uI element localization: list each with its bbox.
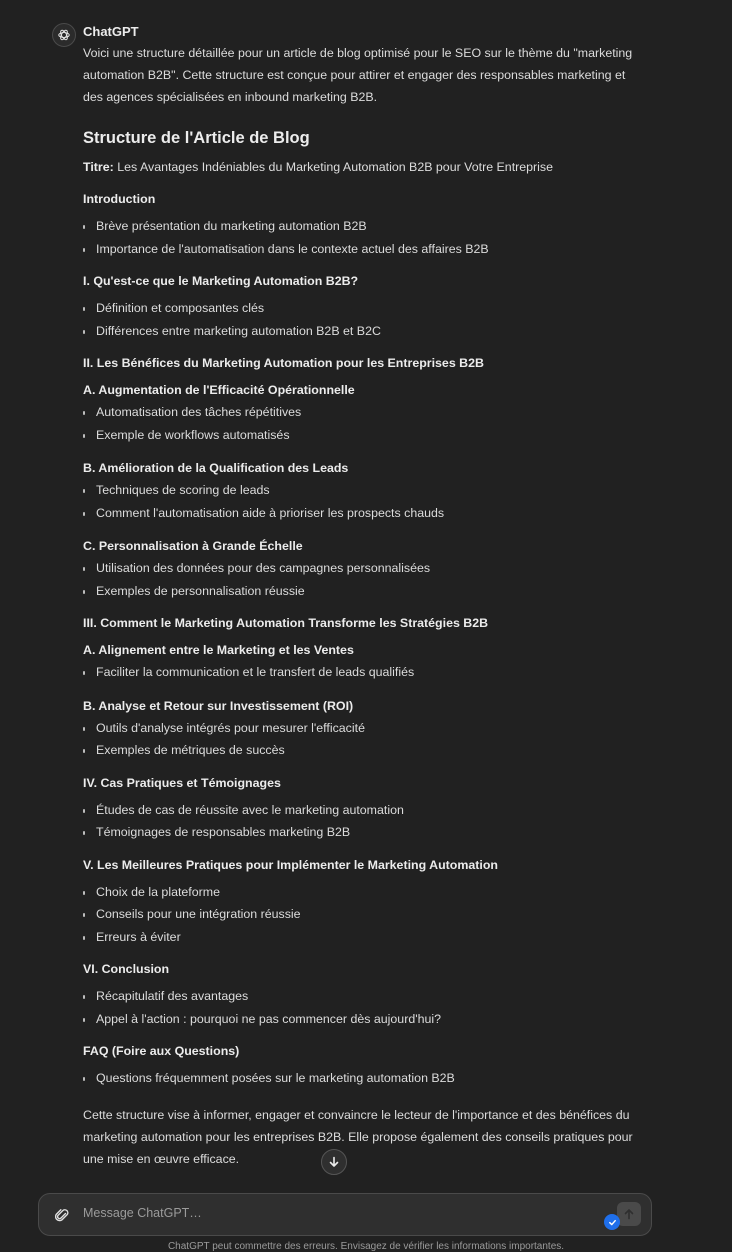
list-item: Différences entre marketing automation B2B et B2C xyxy=(83,320,643,343)
title-value: Les Avantages Indéniables du Marketing Automation B2B pour Votre Entreprise xyxy=(117,160,554,174)
arrow-down-icon xyxy=(328,1156,340,1168)
introduction-list xyxy=(83,215,643,260)
list-item: Témoignages de responsables marketing B2B xyxy=(83,821,643,844)
assistant-name: ChatGPT xyxy=(83,24,139,39)
section-1-list xyxy=(83,297,643,342)
list-item: Études de cas de réussite avec le marketing automation xyxy=(83,799,643,822)
list-item: Définition et composantes clés xyxy=(83,297,643,320)
check-glyph xyxy=(608,1218,617,1227)
subsection-2c-list xyxy=(83,557,643,602)
section-6-list xyxy=(83,985,643,1030)
faq-list xyxy=(83,1067,643,1090)
openai-logo-icon xyxy=(52,23,76,47)
openai-logo-glyph xyxy=(57,28,71,42)
section-heading-3: III. Comment le Marketing Automation Transforme les Stratégies B2B xyxy=(83,616,489,630)
paperclip-icon xyxy=(55,1207,69,1223)
list-item: Utilisation des données pour des campagnes personnalisées xyxy=(83,557,643,580)
subsection-heading-2c: C. Personnalisation à Grande Échelle xyxy=(83,539,303,553)
section-heading-introduction: Introduction xyxy=(83,192,156,206)
list-item: Comment l'automatisation aide à prioriser les prospects chauds xyxy=(83,502,643,525)
subsection-heading-3a: A. Alignement entre le Marketing et les Ventes xyxy=(83,643,354,657)
subsection-heading-2a: A. Augmentation de l'Efficacité Opérationnelle xyxy=(83,383,355,397)
assistant-message xyxy=(83,42,643,1170)
message-input[interactable]: Message ChatGPT… xyxy=(83,1206,202,1220)
list-item: Appel à l'action : pourquoi ne pas commencer dès aujourd'hui? xyxy=(83,1008,643,1031)
outro-paragraph: Cette structure vise à informer, engager et convaincre le lecteur de l'importance et des bénéfices du marketing automation pour les entreprises B2B. Elle propose également des conseils pratiques pour une mise en œuvre efficace. xyxy=(83,1107,633,1166)
list-item: Conseils pour une intégration réussie xyxy=(83,903,643,926)
list-item: Automatisation des tâches répétitives xyxy=(83,401,643,424)
list-item: Questions fréquemment posées sur le marketing automation B2B xyxy=(83,1067,643,1090)
section-4-list xyxy=(83,799,643,844)
subsection-2a-list xyxy=(83,401,643,446)
list-item: Récapitulatif des avantages xyxy=(83,985,643,1008)
section-5-list xyxy=(83,881,643,949)
subsection-2b-list xyxy=(83,479,643,524)
article-structure-heading: Structure de l'Article de Blog xyxy=(83,129,310,147)
attach-button[interactable] xyxy=(53,1206,71,1224)
list-item: Exemple de workflows automatisés xyxy=(83,424,643,447)
list-item: Faciliter la communication et le transfert de leads qualifiés xyxy=(83,661,643,684)
section-heading-2: II. Les Bénéfices du Marketing Automation pour les Entreprises B2B xyxy=(83,356,484,370)
article-title-line xyxy=(83,156,643,178)
section-heading-faq: FAQ (Foire aux Questions) xyxy=(83,1044,240,1058)
subsection-heading-2b: B. Amélioration de la Qualification des Leads xyxy=(83,461,349,475)
send-button[interactable] xyxy=(617,1202,641,1226)
list-item: Techniques de scoring de leads xyxy=(83,479,643,502)
list-item: Exemples de métriques de succès xyxy=(83,739,643,762)
list-item: Exemples de personnalisation réussie xyxy=(83,580,643,603)
section-heading-5: V. Les Meilleures Pratiques pour Implémenter le Marketing Automation xyxy=(83,857,498,872)
title-label: Titre: xyxy=(83,160,114,174)
subsection-3b-list xyxy=(83,717,643,762)
subsection-heading-3b: B. Analyse et Retour sur Investissement (ROI) xyxy=(83,698,354,713)
section-heading-6: VI. Conclusion xyxy=(83,962,170,976)
list-item: Outils d'analyse intégrés pour mesurer l'efficacité xyxy=(83,717,643,740)
list-item: Choix de la plateforme xyxy=(83,881,643,904)
arrow-up-icon xyxy=(623,1208,635,1220)
intro-paragraph: Voici une structure détaillée pour un article de blog optimisé pour le SEO sur le thème du "marketing automation B2B". Cette structure est conçue pour attirer et engager des responsables marketing et des agences spécialisées en inbound marketing B2B. xyxy=(83,46,633,104)
section-heading-1: I. Qu'est-ce que le Marketing Automation B2B? xyxy=(83,274,359,288)
scroll-to-bottom-button[interactable] xyxy=(321,1149,347,1175)
footer-disclaimer: ChatGPT peut commettre des erreurs. Envisagez de vérifier les informations importantes. xyxy=(167,1241,565,1252)
section-heading-4: IV. Cas Pratiques et Témoignages xyxy=(83,775,281,790)
check-badge-icon xyxy=(604,1214,620,1230)
message-composer[interactable] xyxy=(38,1193,652,1236)
list-item: Erreurs à éviter xyxy=(83,926,643,949)
list-item: Brève présentation du marketing automation B2B xyxy=(83,215,643,238)
list-item: Importance de l'automatisation dans le contexte actuel des affaires B2B xyxy=(83,238,643,261)
subsection-3a-list xyxy=(83,661,643,684)
